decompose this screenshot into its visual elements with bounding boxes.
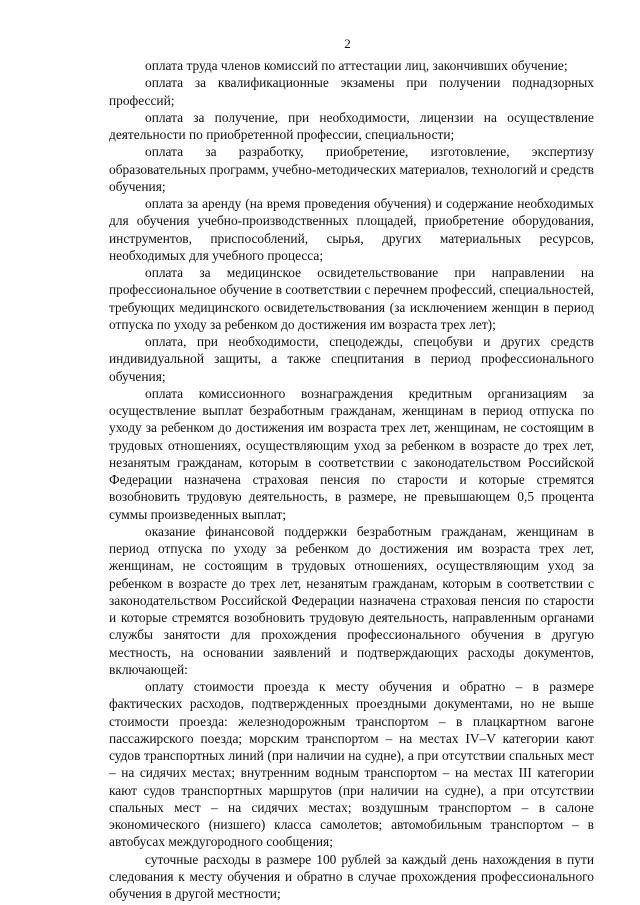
paragraph: оплата за медицинское освидетельствование при направлении на профессиональное обучение в соответствии с перечнем профессий, специальностей, требующих медицинского освидетельствования (за исключением женщин в период отпуска по уходу за ребенком до достижения им возраста трех лет); xyxy=(109,265,594,332)
paragraph: оплата, при необходимости, спецодежды, спецобуви и других средств индивидуальной защиты, а также спецпитания в период профессионального обучения; xyxy=(109,334,594,384)
document-body xyxy=(109,57,594,902)
paragraph: суточные расходы в размере 100 рублей за каждый день нахождения в пути следования к месту обучения и обратно в случае прохождения профессионального обучения в другой местности; xyxy=(109,851,594,901)
paragraph: оплату стоимости проезда к месту обучения и обратно – в размере фактических расходов, подтвержденных проездными документами, но не выше стоимости проезда: железнодорожным транспортом – в плацкартном вагоне пассажирского поезда; морским транспортом – на местах IV–V категории кают судов транспортных линий (при наличии на судне), а при отсутствии спальных мест – на сидячих местах; внутренним водным транспортом – на местах III категории кают судов транспортных маршрутов (при наличии на судне), а при отсутствии спальных мест – на сидячих местах; воздушным транспортом – в салоне экономического (низшего) класса самолетов; автомобильным транспортом – в автобусах междугородного сообщения; xyxy=(109,679,594,850)
paragraph: оплата комиссионного вознаграждения кредитным организациям за осуществление выплат безработным гражданам, женщинам в период отпуска по уходу за ребенком до достижения им возраста трех лет, женщинам, не состоящим в трудовых отношениях, осуществляющим уход за ребенком в возрасте до трех лет, незанятым гражданам, которым в соответствии с законодательством Российской Федерации назначена страховая пенсия по старости и которые стремятся возобновить трудовую деятельность, в размере, не превышающем 0,5 процента суммы произведенных выплат; xyxy=(109,385,594,522)
paragraph: оплата труда членов комиссий по аттестации лиц, закончивших обучение; xyxy=(145,58,568,73)
paragraph: оплата за получение, при необходимости, лицензии на осуществление деятельности по приобретенной профессии, специальности; xyxy=(109,109,594,142)
paragraph: оплата за квалификационные экзамены при получении поднадзорных профессий; xyxy=(109,75,594,108)
paragraph: оказание финансовой поддержки безработным гражданам, женщинам в период отпуска по уходу за ребенком до достижения им возраста трех лет, женщинам, не состоящим в трудовых отношениях, осуществляющим уход за ребенком в возрасте до трех лет, незанятым гражданам, которым в соответствии с законодательством Российской Федерации назначена страховая пенсия по старости и которые стремятся возобновить трудовую деятельность, направленным органами службы занятости для прохождения профессионального обучения в другую местность, на основании заявлений и подтверждающих расходы документов, включающей: xyxy=(109,523,594,677)
paragraph: оплата за аренду (на время проведения обучения) и содержание необходимых для обучения учебно-производственных площадей, приобретение оборудования, инструментов, приспособлений, сырья, других материальных ресурсов, необходимых для учебного процесса; xyxy=(109,196,594,263)
page-number: 2 xyxy=(344,36,351,51)
paragraph: оплата за разработку, приобретение, изготовление, экспертизу образовательных программ, учебно-методических материалов, технологий и средств обучения; xyxy=(109,144,594,194)
